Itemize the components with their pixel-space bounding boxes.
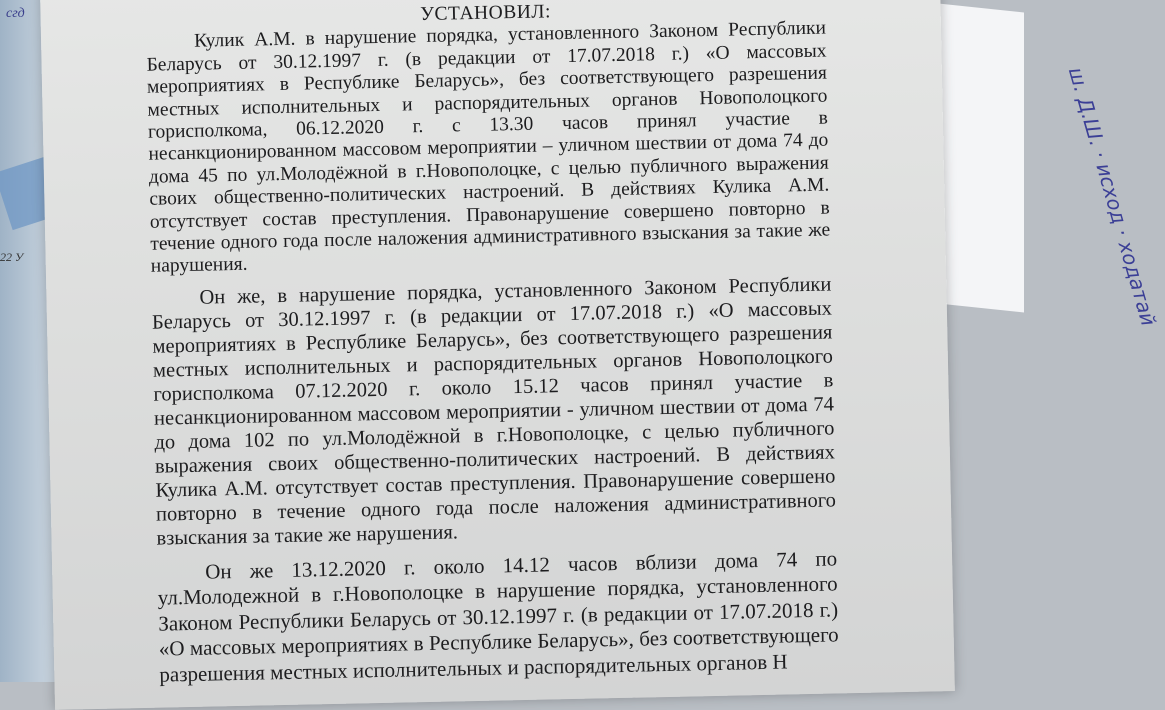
paragraph-1: Кулик А.М. в нарушение порядка, установленного Законом Республики Беларусь от 30.12.1997 г. (в редакции от 17.07.2018 г.) «О массовых мероприятиях в Республике Беларусь», без соответствующего разрешения местных исполнительных и распорядительных органов Новополоцкого горисполкома, 06.12.2020 г. с 13.30 часов принял участие в несанкционированном массовом мероприятии – уличном шествии от дома 74 до дома 45 по ул.Молодёжной в г.Новополоцке, с целью публичного выражения своих общественно-политических настроений. В действиях Кулика А.М. отсутствует состав преступления. Правонарушение совершено повторно в течение одного года после наложения административного взыскания за такие же нарушения.	[146, 17, 831, 278]
section-heading: УСТАНОВИЛ:	[420, 1, 552, 26]
margin-note-left-top: сгд	[6, 6, 25, 21]
margin-note-left-middle: 22 У	[0, 250, 24, 264]
document-page	[40, 0, 955, 710]
paragraph-3: Он же 13.12.2020 г. около 14.12 часов вблизи дома 74 по ул.Молодежной в г.Новополоцке в нарушение порядка, установленного Законом Республики Беларусь от 30.12.1997 г. (в редакции от 17.07.2018 г.) «О массовых мероприятиях в Республике Беларусь», без соответствующего разрешения местных исполнительных и распорядительных органов Н	[157, 546, 839, 687]
handwritten-note-right: ш. Д.Ш. · исход · ходатай	[1063, 64, 1161, 329]
document-body	[145, 0, 839, 688]
paragraph-2: Он же, в нарушение порядка, установленного Законом Республики Беларусь от 30.12.1997 г. (в редакции от 17.07.2018 г.) «О массовых мероприятиях в Республике Беларусь», без соответствующего разрешения местных исполнительных и распорядительных органов Новополоцкого горисполкома 07.12.2020 г. около 15.12 часов принял участие в несанкционированном массовом мероприятии - уличном шествии от дома 74 до дома 102 по ул.Молодёжной в г.Новополоцке, с целью публичного выражения своих общественно-политических настроений. В действиях Кулика А.М. отсутствует состав преступления. Правонарушение совершено повторно в течение одного года после наложения административного взыскания за такие же нарушения.	[151, 273, 837, 550]
